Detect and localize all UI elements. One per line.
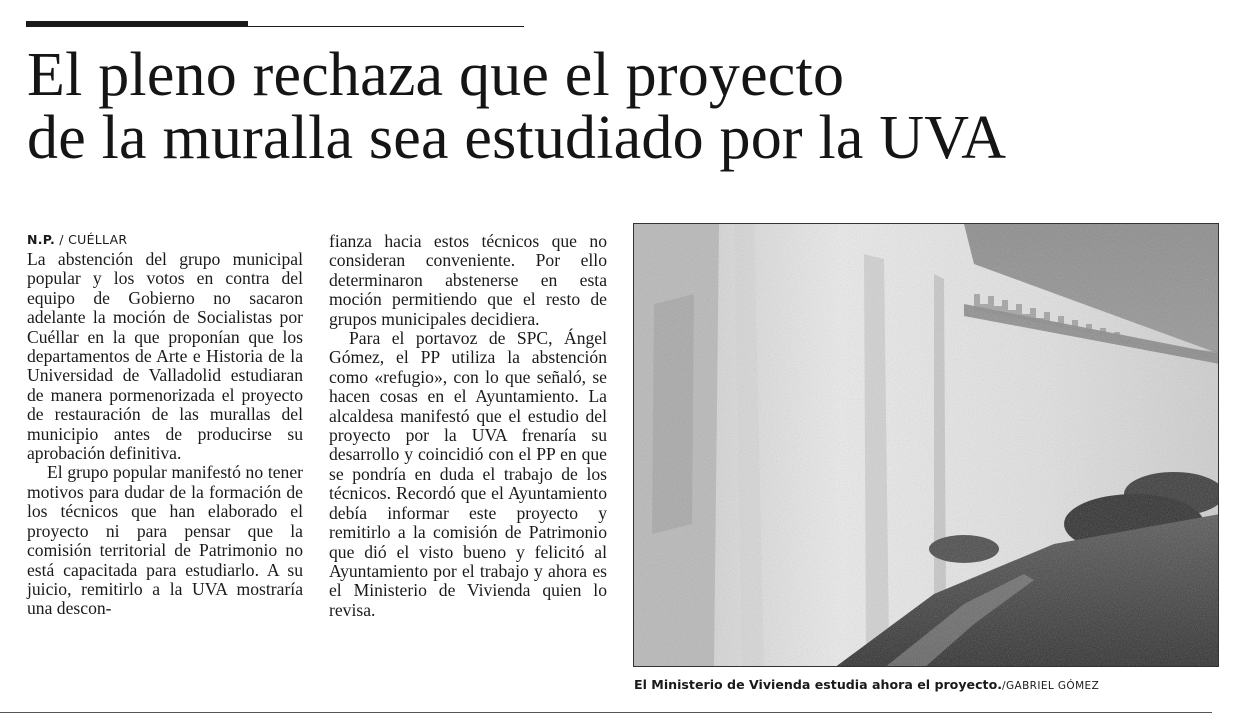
paragraph-1: La abstención del grupo municipal popular y los votos en contra del equipo de Gobierno no sacaron adelante la moción de Socialistas por Cuéllar en la que proponían que los departamentos de Arte e Historia de la Universidad de Valladolid estudiaran de manera pormenorizada el proyecto de restauración de las murallas del municipio antes de producirse su aprobación definitiva. — [27, 249, 303, 464]
paragraph-4: Para el portavoz de SPC, Ángel Gómez, el PP utiliza la abstención como «refugio», con lo que señaló, se hacen cosas en el Ayuntamiento. La alcaldesa manifestó que el estudio del proyecto por la UVA frenaría su desarrollo y coincidió con el PP en que se pondría en duda el trabajo de los técnicos. Recordó que el Ayuntamiento debía informar este proyecto y remitirlo a la comisión de Patrimonio que dió el visto bueno y felicitó al Ayuntamiento por el trabajo y ahora es el Ministerio de Vivienda quien lo revisa. — [329, 328, 607, 620]
article-column-2 — [329, 232, 607, 620]
headline-line-2: de la muralla sea estudiado por la UVA — [27, 104, 1007, 172]
paragraph-2: El grupo popular manifestó no tener motivos para dudar de la formación de los técnicos que han elaborado el proyecto ni para pensar que la comisión territorial de Patrimonio no está capacitada para estudiarlo. A su juicio, remitirlo a la UVA mostraría una descon- — [27, 462, 303, 619]
byline-author: N.P. — [27, 232, 56, 247]
wall-photo-image — [634, 224, 1219, 667]
headline — [27, 41, 1217, 172]
headline-line-1: El pleno rechaza que el proyecto — [27, 41, 845, 109]
byline-separator: / — [55, 232, 69, 247]
byline — [27, 232, 303, 248]
top-rule-thin — [26, 26, 524, 27]
photo-credit: /GABRIEL GÓMEZ — [1002, 680, 1100, 692]
byline-place: CUÉLLAR — [68, 232, 128, 247]
article-column-1 — [27, 232, 303, 619]
caption-text: El Ministerio de Vivienda estudia ahora el proyecto. — [634, 677, 1003, 692]
photo-caption — [634, 677, 1224, 694]
paragraph-3: fianza hacia estos técnicos que no consideran conveniente. Por ello determinaron abstenerse en esta moción permitiendo que el resto de grupos municipales decidiera. — [329, 231, 607, 329]
bottom-rule — [0, 712, 1212, 713]
wall-photo — [633, 223, 1219, 667]
